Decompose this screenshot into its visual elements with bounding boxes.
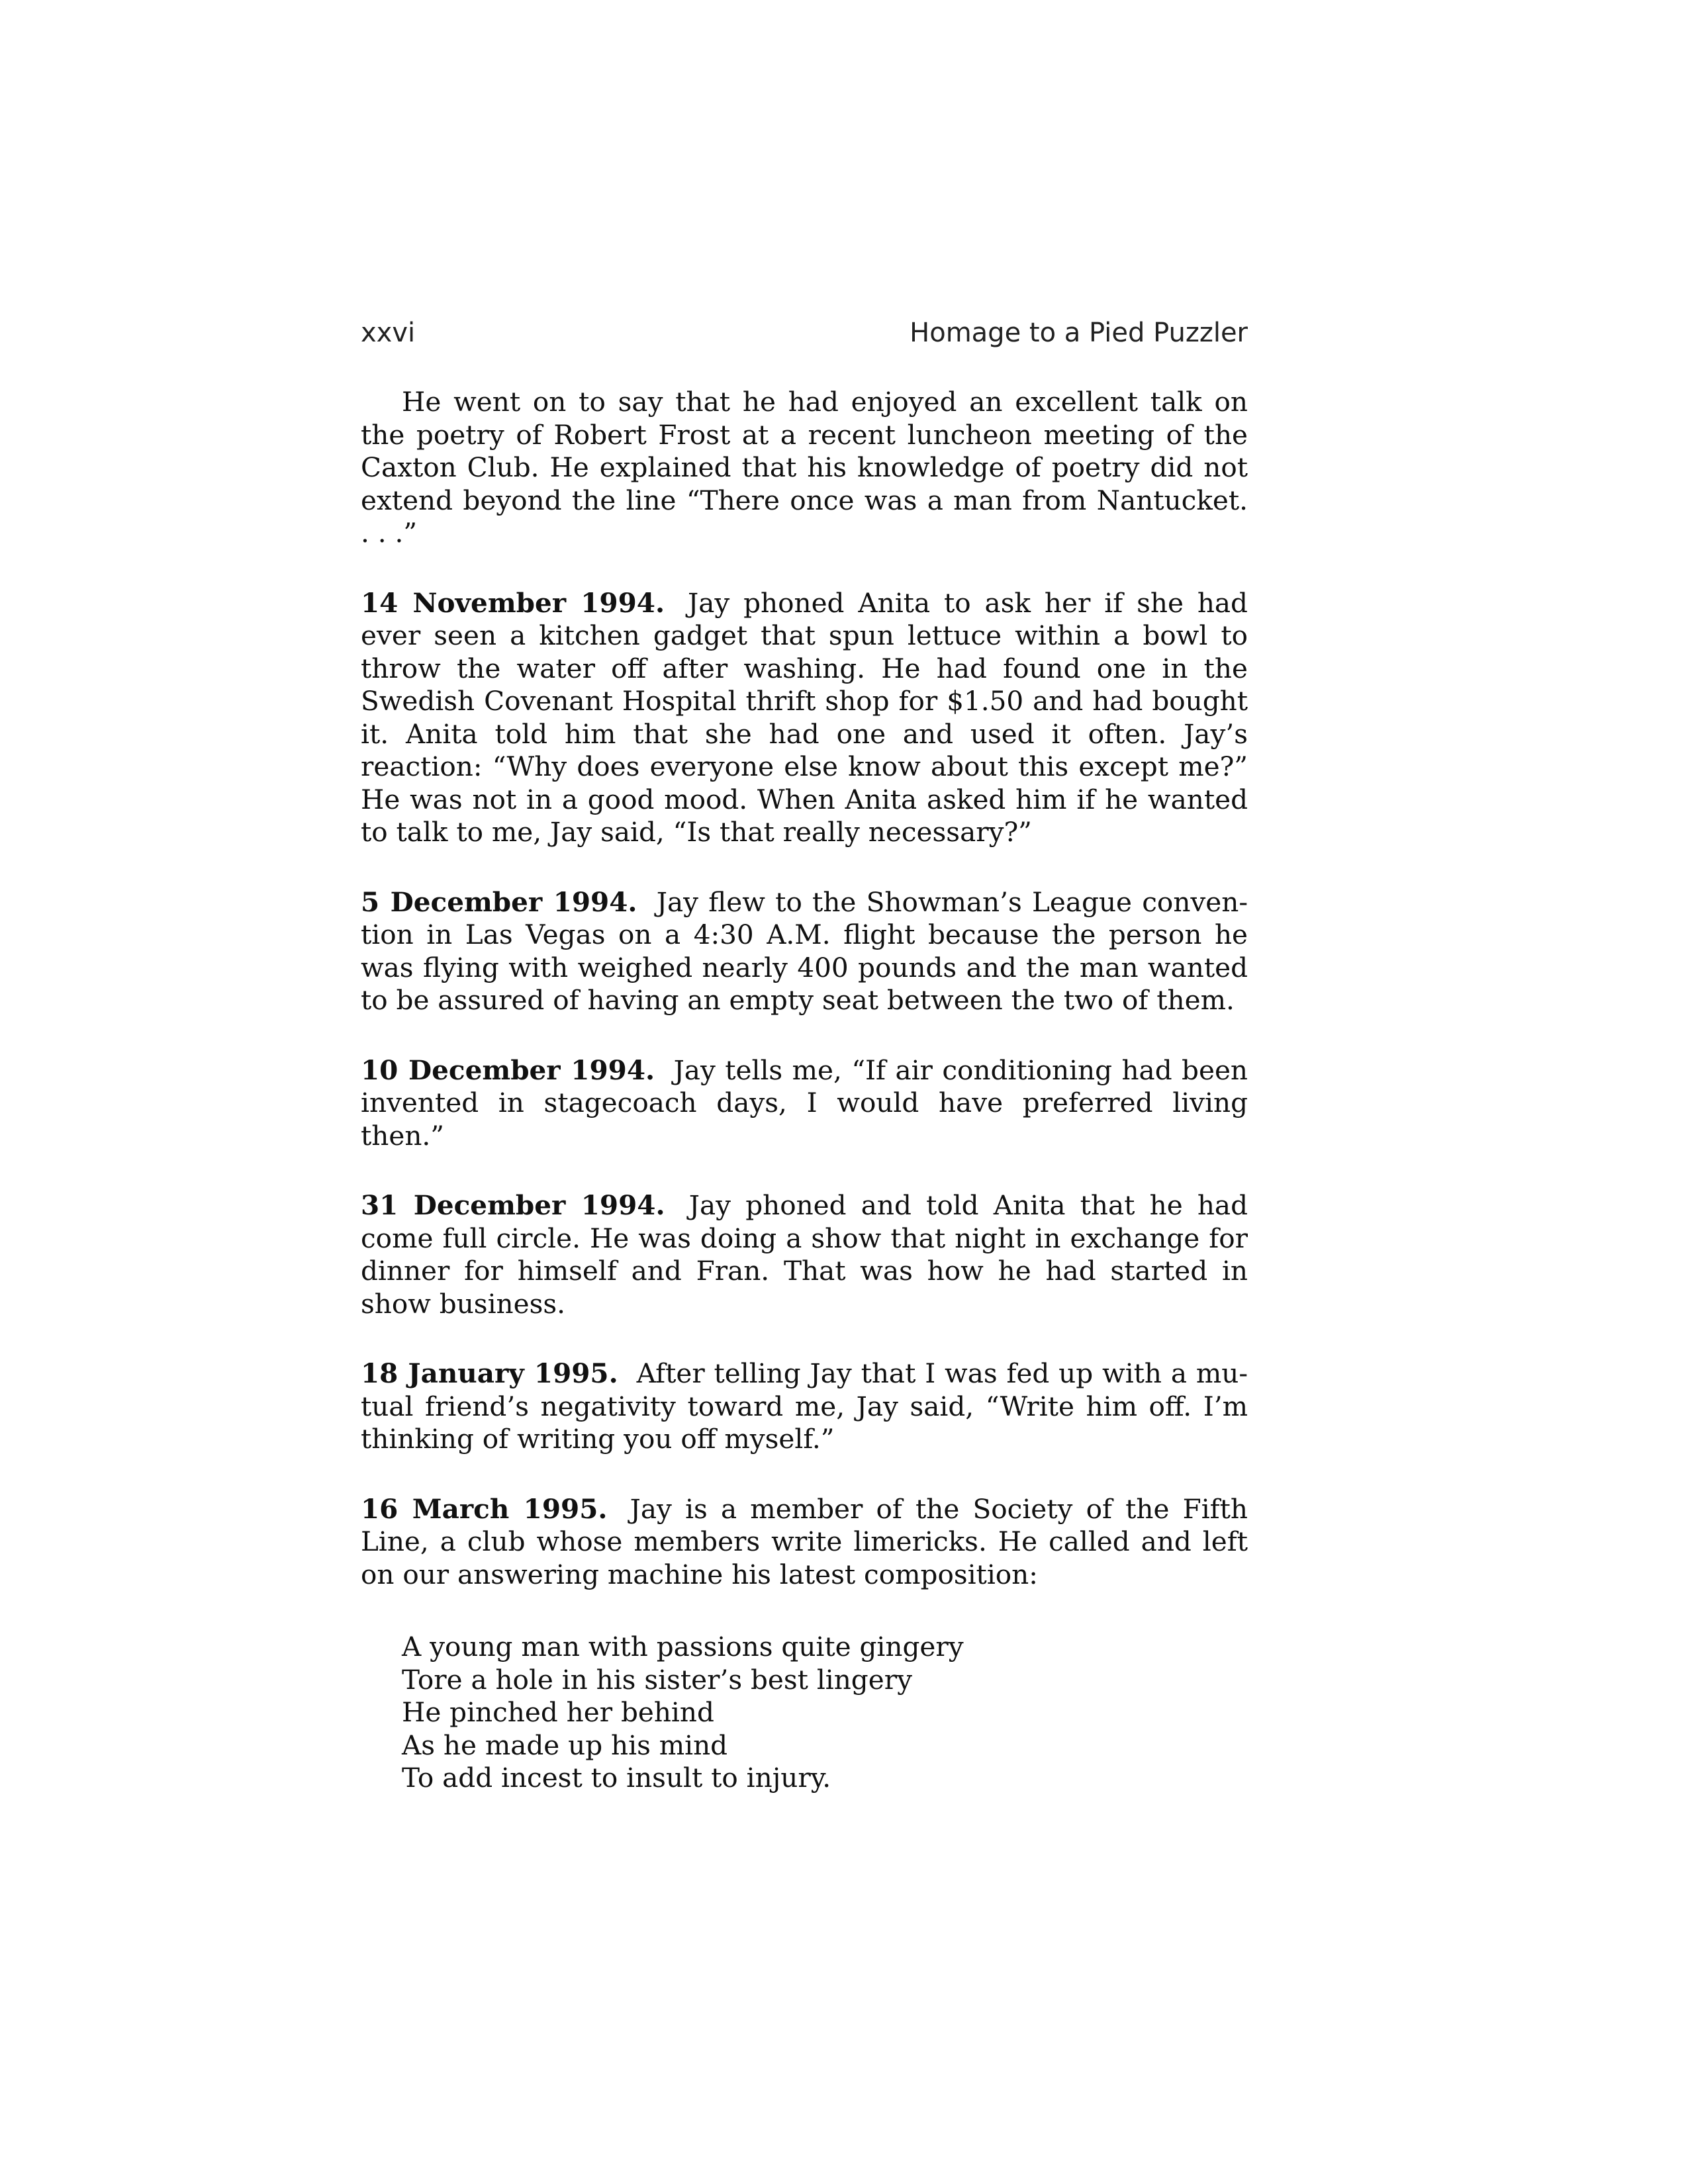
entry-text: Jay tells me, “If air conditioning had been invented in stagecoach days, I would have preferred living then.” xyxy=(361,1054,1248,1152)
entry-date: 10 December 1994. xyxy=(361,1054,655,1086)
entry-date: 31 December 1994. xyxy=(361,1189,665,1221)
entry-date: 5 December 1994. xyxy=(361,886,637,918)
body-text xyxy=(361,386,1248,1795)
page-header xyxy=(361,318,1248,357)
diary-entry xyxy=(361,1189,1248,1320)
entry-date: 18 January 1995. xyxy=(361,1357,618,1389)
entry-text: Jay phoned Anita to ask her if she had ever seen a kitchen gadget that spun lettuce within a bowl to throw the water off after washing. He had found one in the Swedish Covenant Hospital thrift shop for $1.50 and had bought it. Anita told him that she had one and used it often. Jay’s reaction: “Why does everyone else know about this except me?” He was not in a good mood. When Anita asked him if he wanted to talk to me, Jay said, “Is that really necessary?” xyxy=(361,586,1248,848)
limerick-line: A young man with passions quite gingery xyxy=(402,1631,964,1662)
entry-text: Jay phoned and told Anita that he had come full circle. He was doing a show that night in exchange for dinner for himself and Fran. That was how he had started in show business. xyxy=(361,1189,1248,1320)
diary-entry xyxy=(361,1493,1248,1592)
limerick-line: He pinched her behind xyxy=(402,1696,714,1728)
entry-date: 14 November 1994. xyxy=(361,586,665,619)
page-number: xxvi xyxy=(361,318,416,348)
entry-text: Jay flew to the Showman’s League convention in Las Vegas on a 4:30 A.M. flight because the person he was flying with weighed nearly 400 pounds and the man wanted to be assured of having an empty seat between the two of them. xyxy=(361,886,1248,1016)
limerick-line: As he made up his mind xyxy=(402,1729,728,1761)
opening-paragraph: He went on to say that he had enjoyed an excellent talk on the poetry of Robert Frost at a recent luncheon meeting of the Caxton Club. He explained that his knowledge of poetry did not extend beyond the line “There once was a man from Nantucket. . . .” xyxy=(361,386,1248,549)
entry-text: After telling Jay that I was fed up with a mutual friend’s negativity toward me, Jay said, “Write him off. I’m thinking of writing you off myself.” xyxy=(361,1357,1248,1455)
diary-entry xyxy=(361,886,1248,1017)
limerick-line: To add incest to insult to injury. xyxy=(402,1762,831,1794)
entry-text: Jay is a member of the Society of the Fifth Line, a club whose members write limericks. He called and left on our answering machine his latest composition: xyxy=(361,1492,1248,1590)
diary-entry xyxy=(361,1054,1248,1153)
limerick-line: Tore a hole in his sister’s best lingery xyxy=(402,1663,912,1696)
running-title: Homage to a Pied Puzzler xyxy=(910,318,1248,348)
diary-entry xyxy=(361,1357,1248,1456)
limerick xyxy=(361,1631,1248,1795)
diary-entry xyxy=(361,587,1248,849)
entry-date: 16 March 1995. xyxy=(361,1492,608,1525)
